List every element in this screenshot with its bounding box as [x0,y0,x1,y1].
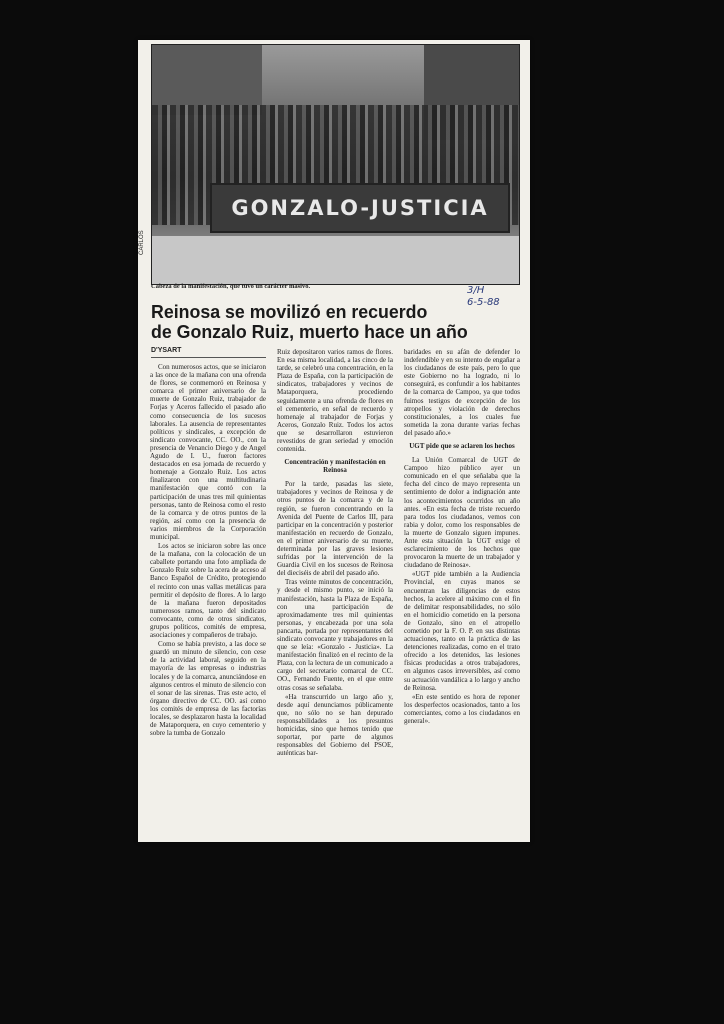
paragraph: baridades en su afán de defender lo indefendible y en su intento de engañar a los ciudadanos de este país, pero lo que este Gobierno no ha logrado, ni lo conseguirá, es confundir a los habitantes de la comarca de Campoo, ya que todos fuimos testigos de excepción de los atropellos y violación de derechos constitucionales, a los cuales fue sometida la zona durante varias fechas del pasado año.» [404,348,520,437]
paragraph: «Ha transcurrido un largo año y, desde aquí denunciamos públicamente que, no sólo no se han depurado responsabilidades a los presuntos homicidas, sino que hemos tenido que soportar, por parte de algunos responsables del Gobierno del PSOE, auténticas bar- [277,692,393,758]
byline: D'YSART [151,347,182,354]
paragraph: Tras veinte minutos de concentración, y desde el mismo punto, se inició la manifestación, hasta la Plaza de España, con una participación de aproximadamente tres mil quinientas personas, y encabezada por una sola pancarta, portada por representantes del sindicato convocante y trabajadores en la que se leía: «Gonzalo - Justicia». La manifestación finalizó en el recinto de la Plaza, con la lectura de un comunicado a cargo del secretario comarcal de CC. OO., Fernando Fuente, en el que entre otras cosas se señalaba. [277,578,393,692]
paragraph: Los actos se iniciaron sobre las once de la mañana, con la colocación de un caballete portando una foto ampliada de Gonzalo Ruiz sobre la acera de acceso al Banco Español de Crédito, protegiendo el recinto con unas vallas metálicas para permitir el depósito de flores. A lo largo de la mañana fueron depositados numerosos ramos, tanto del sindicato convocante, como de otros sindicatos, grupos políticos, comités de empresa, asociaciones y compañeros de trabajo. [150,542,266,640]
paragraph: Ruiz depositaron varios ramos de flores. En esa misma localidad, a las cinco de la tarde, se celebró una concentración, en la Plaza de España, con la participación de sindicatos, trabajadores y vecinos de Mataporquera, procediendo seguidamente a una ofrenda de flores en el cementerio, en señal de recuerdo y homenaje al trabajador de Forjas y Aceros, Gonzalo Ruiz. Todos los actos que se desarrollaron estuvieron revestidos de gran seriedad y emoción contenida. [277,348,393,454]
paragraph: Con numerosos actos, que se iniciaron a las once de la mañana con una ofrenda de flores, se conmemoró en Reinosa y comarca el primer aniversario de la muerte de Gonzalo Ruiz, trabajador de Forjas y Aceros fallecido el pasado año como consecuencia de los sucesos laborales. La ausencia de representantes políticos y sindicales, a excepción de sindicato convocante, CC. OO., con la presencia de Venancio Diego y de Angel Agudo de I. U., fueron factores destacados en esa jornada de recuerdo y homenaje a Gonzalo Ruiz. Los actos finalizaron con una multitudinaria manifestación que contó con la participación de unas tres mil quinientas personas, tanto de Reinosa como el resto de la comarca y de otros puntos de la región, así como con la presencia de varios miembros de la Corporación municipal. [150,363,266,541]
handnote-line1: 3/H [467,285,485,296]
paragraph: «UGT pide también a la Audiencia Provincial, en cuyas manos se encuentran las diligencias de estos hechos, la acelere al máximo con el fin de delimitar responsabilidades, no sólo en el homicidio cometido en la persona de Gonzalo, sino en el atropello cometido por la F. O. P. en sus distintas actuaciones, tanto en la práctica de las detenciones realizadas, como en el trato ofrecido a los detenidos, las lesiones físicas producidas a otros trabajadores, en algunos casos irreversibles, así como su actuación vandálica a lo largo y ancho de Reinosa. [404,570,520,692]
subheading: Concentración y manifestación en Reinosa [284,458,386,475]
article-column-1 [150,363,266,838]
headline-line2: de Gonzalo Ruiz, muerto hace un año [151,321,468,342]
newspaper-clipping [138,40,530,842]
subheading: UGT pide que se aclaren los hechos [409,442,515,451]
article-headline [151,302,468,342]
article-column-2 [277,348,393,838]
photo-caption: Cabeza de la manifestación, que tuvo un carácter masivo. [151,283,311,290]
paragraph: Como se había previsto, a las doce se guardó un minuto de silencio, con cese de la actividad laboral, seguido en la mayoría de las empresas o industrias locales y de la comarca, anunciándose en algunos centros el minuto de silencio con el sonar de las sirenas. Tras este acto, el órgano directivo de CC. OO. así como los comités de empresa de las factorías locales, se desplazaron hasta la localidad de Mataporquera, en cuyo cementerio y sobre la tumba de Gonzalo [150,640,266,738]
protest-banner: GONZALO-JUSTICIA [210,183,510,233]
paragraph: Por la tarde, pasadas las siete, trabajadores y vecinos de Reinosa y de otros puntos de la comarca y de la región, se fueron concentrando en la Avenida del Puente de Carlos III, para participar en la concentración y posterior manifestación en recuerdo de Gonzalo, en el primer aniversario de su muerte, determinada por las graves lesiones sufridas por la intervención de la Guardia Civil en los sucesos de Reinosa del dieciséis de abril del pasado año. [277,480,393,578]
handwritten-date-note [467,285,500,309]
byline-rule [151,357,266,358]
handnote-line2: 6-5-88 [467,297,500,308]
street [152,236,519,284]
article-column-3 [404,348,520,838]
paragraph: La Unión Comarcal de UGT de Campoo hizo público ayer un comunicado en el que señalaba que la fecha del cinco de mayo representa un sentimiento de dolor a indignación ante los acontecimientos ocurridos un año antes. «En esta fecha de triste recuerdo para todos los ciudadanos, vemos con rabia y dolor, como los responsables de la muerte de Gonzalo siguen impunes. Ante esta situación la UGT exige el esclarecimiento de los hechos que provocaron la muerte de un trabajador y ciudadano de Reinosa». [404,456,520,570]
photo-credit: CARLOS [139,230,145,255]
headline-line1: Reinosa se movilizó en recuerdo [151,301,428,322]
paragraph: «En este sentido es hora de reponer los desperfectos ocasionados, tanto a los comerciantes, como a los ciudadanos en general». [404,692,520,726]
protest-photo [151,44,520,285]
